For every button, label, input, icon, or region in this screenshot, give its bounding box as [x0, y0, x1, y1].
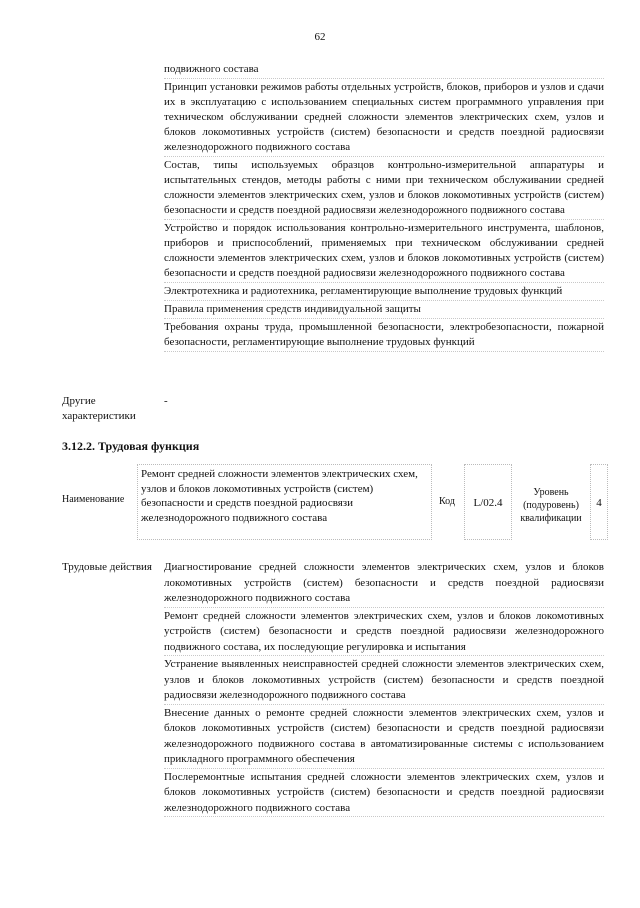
labor-action-item: Диагностирование средней сложности элементов электрических схем, узлов и блоков локомотивных устройств (систем) безопасности и средств поездной радиосвязи железнодорожного подвижного состава: [164, 560, 604, 608]
other-characteristics-label: Другие характеристики: [62, 395, 136, 422]
qualification-level-value: 4: [590, 464, 608, 540]
other-characteristics-value: -: [164, 395, 168, 407]
page-number: 62: [314, 31, 326, 43]
knowledge-item: Состав, типы используемых образцов контрольно-измерительной аппаратуры и испытательных стендов, методы работы с ними при техническом обслуживании средней сложности элементов электрических схем, узлов и блоков локомотивных устройств (систем) безопасности и средств поездной радиосвязи железнодорожного подвижного состава: [164, 158, 604, 220]
labor-action-item: Послеремонтные испытания средней сложности элементов электрических схем, узлов и блоков локомотивных устройств (систем) безопасности и средств поездной радиосвязи железнодорожного подвижного состава: [164, 770, 604, 818]
function-name-value: Ремонт средней сложности элементов электрических схем, узлов и блоков локомотивных устройств (систем) безопасности и средств поездной радиосвязи железнодорожного подвижного состава: [137, 464, 432, 540]
required-knowledge-list: [164, 62, 604, 353]
labor-action-item: Устранение выявленных неисправностей средней сложности элементов электрических схем, узлов и блоков локомотивных устройств (систем) безопасности и средств поездной радиосвязи железнодорожного подвижного состава: [164, 657, 604, 705]
labor-function-table: [60, 462, 608, 542]
labor-actions-label: Трудовые действия: [62, 561, 152, 573]
knowledge-item: Требования охраны труда, промышленной безопасности, электробезопасности, пожарной безопасности, регламентирующие выполнение трудовых функций: [164, 320, 604, 352]
code-label: Код: [439, 496, 455, 507]
knowledge-item: Электротехника и радиотехника, регламентирующие выполнение трудовых функций: [164, 284, 604, 301]
labor-actions-list: [164, 560, 604, 818]
function-code-value: L/02.4: [464, 464, 512, 540]
knowledge-item: Принцип установки режимов работы отдельных устройств, блоков, приборов и узлов и сдачи их в эксплуатацию с использованием специальных систем программного управления при техническом обслуживании средней сложности элементов электрических схем, узлов и блоков локомотивных устройств (систем) безопасности и средств поездной радиосвязи железнодорожного подвижного состава: [164, 80, 604, 157]
knowledge-item: Правила применения средств индивидуальной защиты: [164, 302, 604, 319]
knowledge-item: подвижного состава: [164, 62, 604, 79]
qualification-level-label: Уровень (подуровень) квалификации: [520, 487, 582, 524]
section-heading: 3.12.2. Трудовая функция: [62, 439, 200, 453]
labor-action-item: Внесение данных о ремонте средней сложности элементов электрических схем, узлов и блоков локомотивных устройств (систем) безопасности и средств поездной радиосвязи железнодорожного подвижного состава в автоматизированные системы с использованием прикладного программного обеспечения: [164, 706, 604, 769]
name-label: Наименование: [62, 494, 125, 505]
knowledge-item: Устройство и порядок использования контрольно-измерительного инструмента, шаблонов, приборов и приспособлений, применяемых при техническом обслуживании средней сложности элементов электрических схем, узлов и блоков локомотивных устройств (систем) безопасности и средств поездной радиосвязи железнодорожного подвижного состава: [164, 221, 604, 283]
labor-action-item: Ремонт средней сложности элементов электрических схем, узлов и блоков локомотивных устройств (систем) безопасности и средств поездной радиосвязи железнодорожного подвижного состава, их последующие регулировка и испытания: [164, 609, 604, 657]
